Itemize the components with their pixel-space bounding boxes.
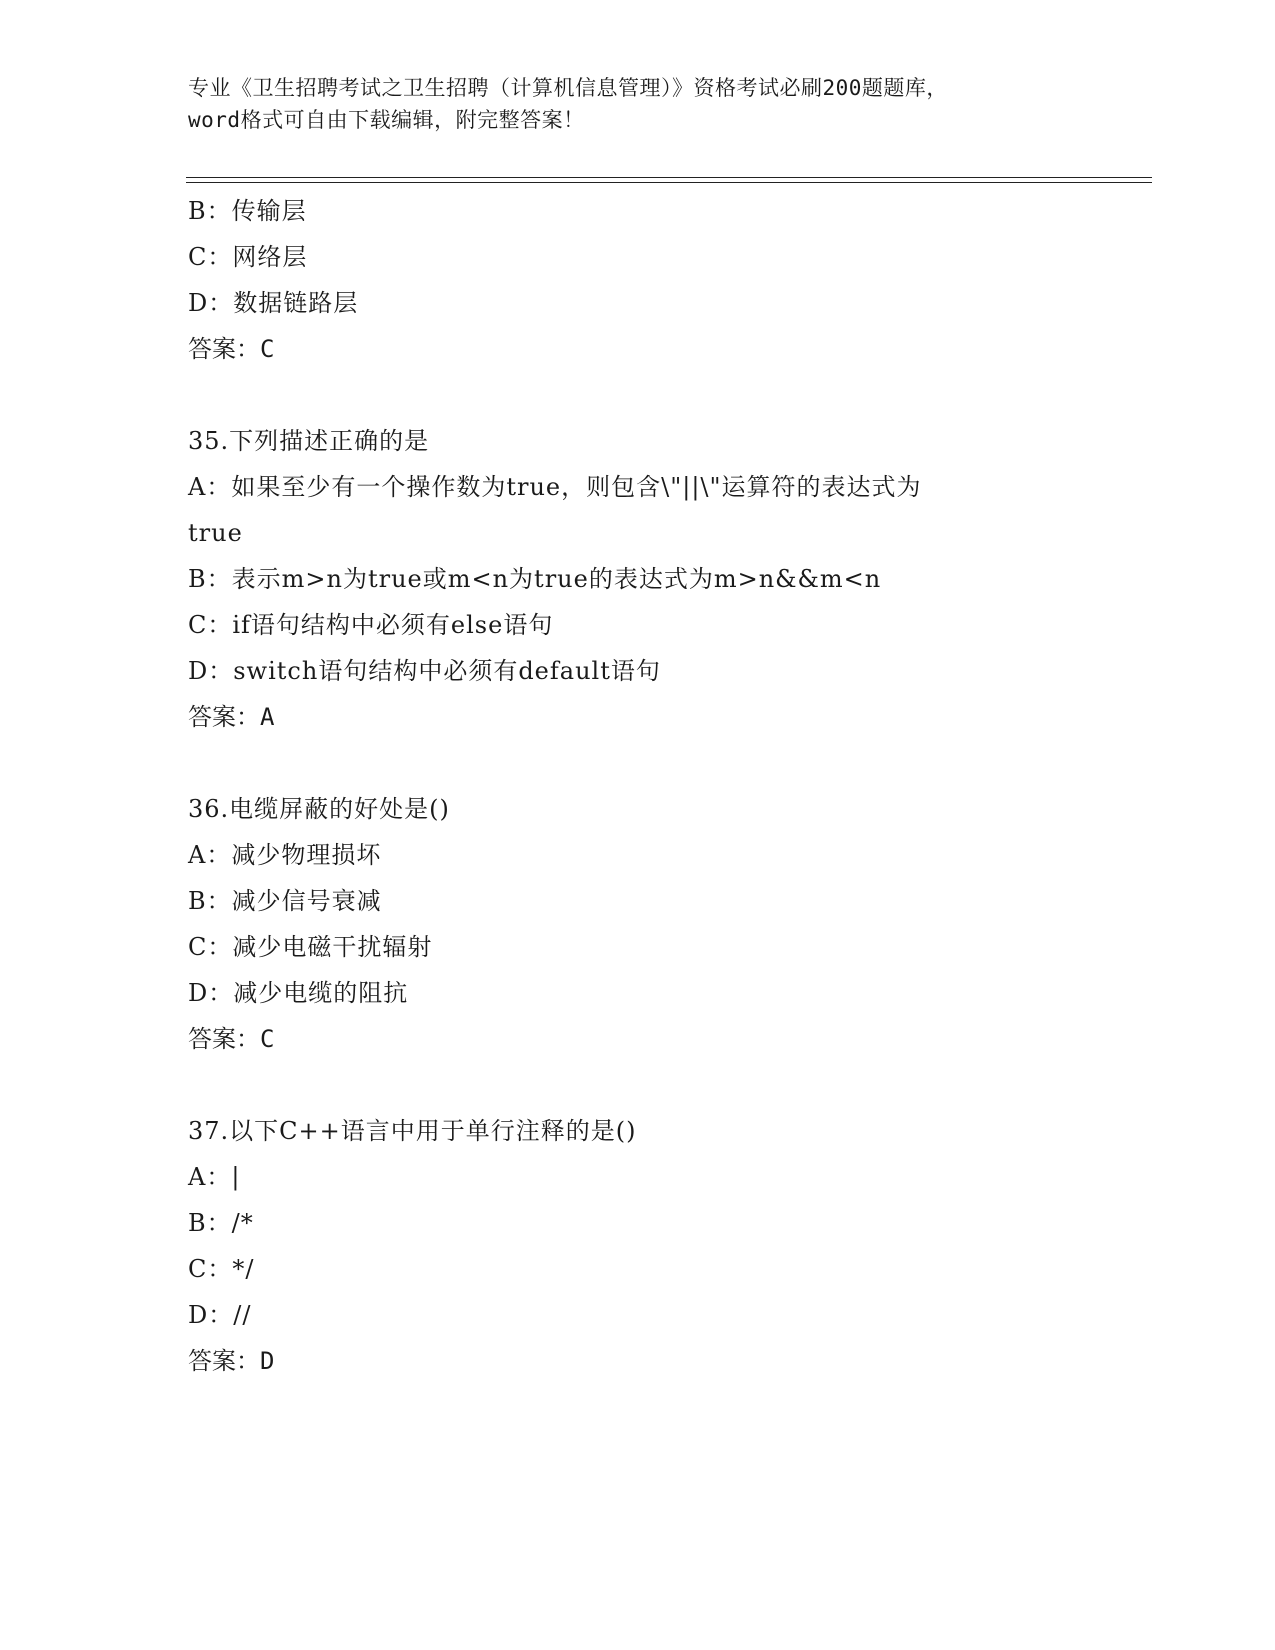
option-c: C：*/ (188, 1255, 255, 1283)
option-a: A：减少物理损坏 (188, 841, 382, 869)
option-b: B：减少信号衰减 (188, 887, 382, 915)
option-b: B：/* (188, 1209, 254, 1237)
option-d: D：数据链路层 (188, 289, 359, 317)
option-c: C：网络层 (188, 243, 308, 271)
header-line-2: word格式可自由下载编辑，附完整答案！ (188, 108, 585, 132)
option-d: D：// (188, 1301, 252, 1329)
question-34-continued (188, 188, 1148, 372)
document-header (188, 72, 1088, 136)
option-d: D：减少电缆的阻抗 (188, 979, 409, 1007)
answer-line: 答案：C (188, 1025, 275, 1053)
option-a: A：| (188, 1163, 241, 1191)
answer-line: 答案：A (188, 703, 275, 731)
answer-line: 答案：C (188, 335, 275, 363)
option-a: A：如果至少有一个操作数为true，则包含\"||\"运算符的表达式为 (188, 473, 922, 501)
option-a-continued: true (188, 519, 243, 547)
header-divider-top (186, 177, 1152, 178)
question-list (188, 188, 1148, 1384)
question-36 (188, 786, 1148, 1062)
option-b: B：表示m>n为true或m<n为true的表达式为m>n&&m<n (188, 565, 882, 593)
question-35 (188, 418, 1148, 740)
option-d: D：switch语句结构中必须有default语句 (188, 657, 661, 685)
spacer (188, 740, 1148, 786)
option-c: C：减少电磁干扰辐射 (188, 933, 433, 961)
question-37 (188, 1108, 1148, 1384)
header-divider-bottom (186, 182, 1152, 183)
header-line-1: 专业《卫生招聘考试之卫生招聘（计算机信息管理）》资格考试必刷200题题库， (188, 76, 948, 100)
question-stem: 35.下列描述正确的是 (188, 427, 430, 455)
question-stem: 36.电缆屏蔽的好处是() (188, 795, 450, 823)
answer-line: 答案：D (188, 1347, 275, 1375)
option-b: B：传输层 (188, 197, 307, 225)
spacer (188, 1062, 1148, 1108)
question-stem: 37.以下C++语言中用于单行注释的是() (188, 1117, 637, 1145)
option-c: C：if语句结构中必须有else语句 (188, 611, 554, 639)
spacer (188, 372, 1148, 418)
